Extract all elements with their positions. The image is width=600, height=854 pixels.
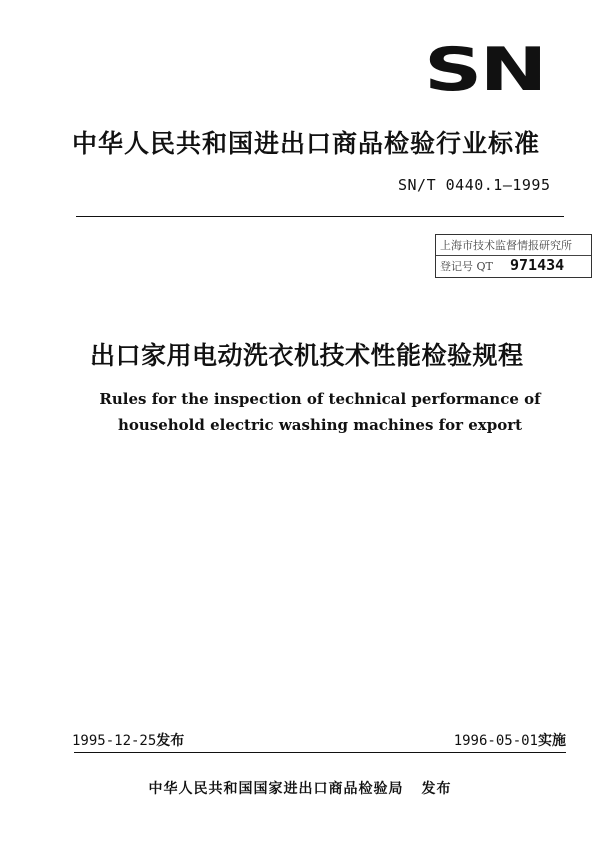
effective-date: 1996-05-01 xyxy=(453,733,538,749)
document-title-en-line2: household electric washing machines for export xyxy=(117,416,523,434)
stamp-number: 971434 xyxy=(510,256,565,274)
stamp-institute: 上海市技术监督情报研究所 xyxy=(440,239,572,252)
effective-date-block xyxy=(454,730,566,750)
issue-label: 发布 xyxy=(156,733,185,749)
effective-label: 实施 xyxy=(538,733,566,749)
standard-code: SN/T 0440.1—1995 xyxy=(398,176,551,194)
document-title-en-line1: Rules for the inspection of technical performance of xyxy=(99,390,541,408)
stamp-label: 登记号 QT xyxy=(440,260,493,273)
issue-date: 1995-12-25 xyxy=(72,733,157,749)
sn-logo: SN xyxy=(424,35,545,105)
issuer-label: 发布 xyxy=(421,781,452,797)
standard-title: 中华人民共和国进出口商品检验行业标准 xyxy=(72,129,541,158)
document-title-cn: 出口家用电动洗衣机技术性能检验规程 xyxy=(90,341,524,370)
issuer-name: 中华人民共和国国家进出口商品检验局 xyxy=(148,781,404,797)
header-divider xyxy=(76,216,564,217)
registration-stamp xyxy=(435,234,592,278)
issue-date-block xyxy=(72,730,184,750)
footer-divider xyxy=(74,752,566,753)
document-title-en xyxy=(80,386,560,438)
issuer-line xyxy=(0,778,600,798)
